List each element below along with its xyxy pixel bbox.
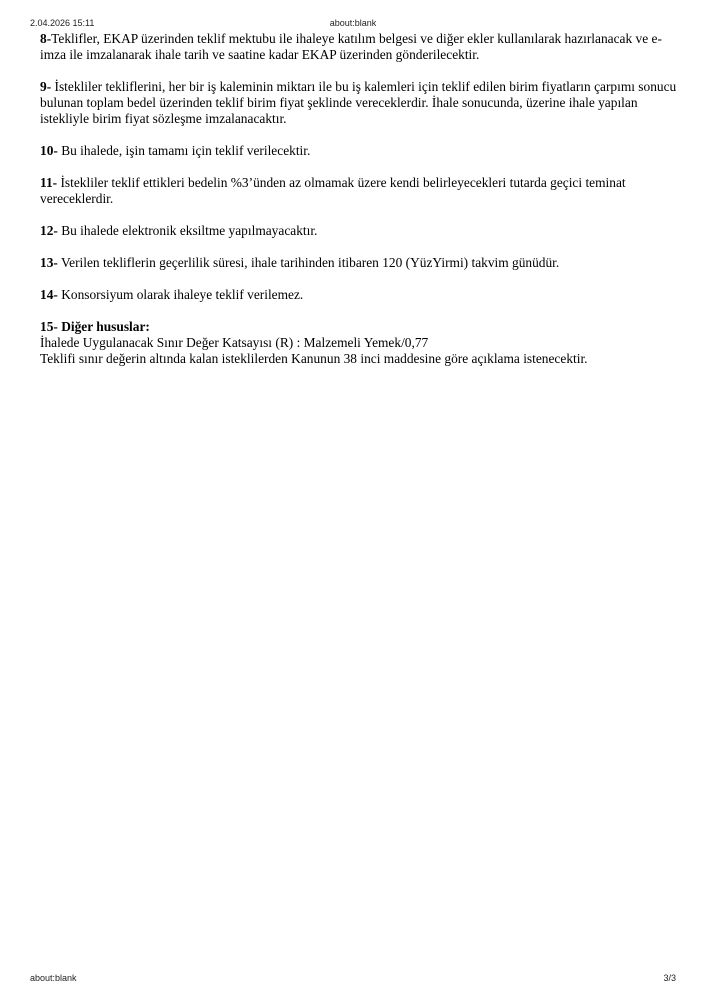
page-number: 3/3 (663, 973, 676, 983)
item-number: 9- (40, 79, 52, 94)
print-footer (30, 971, 676, 985)
item-number: 14- (40, 287, 58, 302)
threshold-coefficient-line: İhalede Uygulanacak Sınır Değer Katsayısı (R) : Malzemeli Yemek/0,77 (40, 335, 429, 350)
item-text: Konsorsiyum olarak ihaleye teklif verilemez. (57, 287, 304, 302)
item-9 (40, 79, 680, 127)
item-text: İstekliler teklif ettikleri bedelin %3’ünden az olmamak üzere kendi belirleyecekleri tutarda geçici teminat vereceklerdir. (40, 175, 626, 206)
item-10 (40, 143, 680, 159)
item-14 (40, 287, 680, 303)
item-15-other-matters (40, 319, 680, 367)
item-number: 13- (40, 255, 58, 270)
item-11 (40, 175, 680, 207)
item-number: 11- (40, 175, 58, 190)
item-text: Verilen tekliflerin geçerlilik süresi, ihale tarihinden itibaren 120 (YüzYirmi) takvim günüdür. (57, 255, 560, 270)
item-text: Bu ihalede elektronik eksiltme yapılmayacaktır. (57, 223, 318, 238)
item-text: Teklifler, EKAP üzerinden teklif mektubu ile ihaleye katılım belgesi ve diğer ekler kullanılarak hazırlanacak ve e-imza ile imzalanarak ihale tarih ve saatine kadar EKAP üzerinden gönderilecektir. (40, 31, 662, 62)
item-12 (40, 223, 680, 239)
item-text: İstekliler tekliflerini, her bir iş kaleminin miktarı ile bu iş kalemleri için teklif edilen birim fiyatların çarpımı sonucu bulunan toplam bedel üzerinden teklif birim fiyat şeklinde vereceklerdir. İhale sonucunda, üzerine ihale yapılan istekliyle birim fiyat sözleşme imzalanacaktır. (40, 79, 677, 126)
print-header (30, 16, 676, 30)
print-url: about:blank (30, 973, 77, 983)
item-8 (40, 31, 680, 63)
item-number: 8- (40, 31, 52, 46)
item-number: 10- (40, 143, 58, 158)
other-matters-heading: 15- Diğer hususlar: (40, 319, 150, 334)
explanation-line: Teklifi sınır değerin altında kalan isteklilerden Kanunun 38 inci maddesine göre açıklama istenecektir. (40, 351, 588, 366)
document-body (40, 31, 680, 383)
item-text: Bu ihalede, işin tamamı için teklif verilecektir. (57, 143, 311, 158)
item-number: 12- (40, 223, 58, 238)
print-title: about:blank (329, 18, 377, 28)
item-13 (40, 255, 680, 271)
print-datetime: 2.04.2026 15:11 (30, 18, 95, 28)
